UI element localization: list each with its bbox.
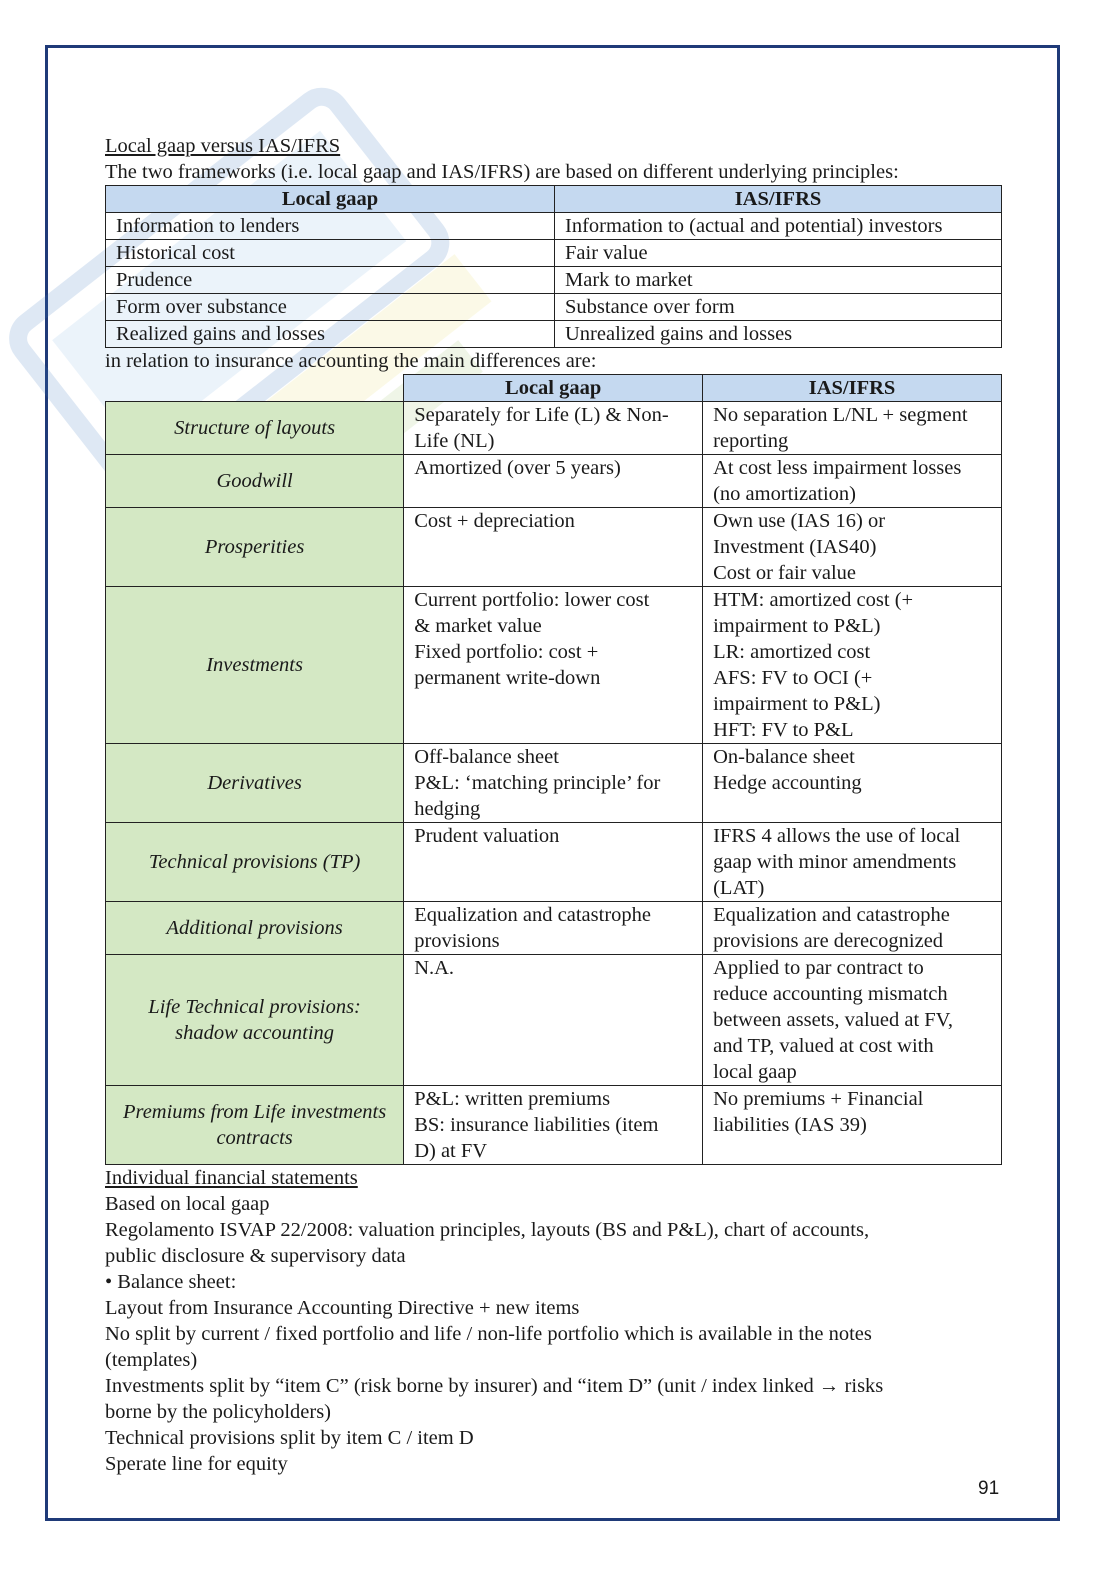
cell-ias-ifrs [703,744,1002,823]
cell-local-gaap [404,455,703,508]
row-label: Goodwill [106,455,404,508]
insurance-differences-table [105,374,1002,1165]
cell-line: On-balance sheet [713,746,855,768]
table-row [106,455,1002,508]
table-row [106,587,1002,744]
body-line: • Balance sheet: [105,1271,237,1293]
cell-line: HFT: FV to P&L [713,719,854,741]
cell-line: Prudent valuation [414,825,560,847]
cell-ias-ifrs [703,823,1002,902]
cell-line: Own use (IAS 16) or [713,510,886,532]
cell-line: (LAT) [713,877,765,899]
table-row [106,321,1002,348]
row-label: Additional provisions [106,902,404,955]
cell-line: hedging [414,798,481,820]
cell-line: liabilities (IAS 39) [713,1114,867,1136]
cell-local-gaap [404,587,703,744]
table-cell: Prudence [106,267,555,294]
table-row [106,823,1002,902]
cell-line: AFS: FV to OCI (+ [713,667,873,689]
table-row [106,267,1002,294]
cell-line: No separation L/NL + segment [713,404,968,426]
cell-line: N.A. [414,957,455,979]
cell-line: reduce accounting mismatch [713,983,948,1005]
table-header-row [106,186,1002,213]
body-line: Technical provisions split by item C / item D [105,1427,474,1449]
table-row [106,1086,1002,1165]
cell-line: & market value [414,615,542,637]
cell-line: D) at FV [414,1140,488,1162]
section-heading-comparison: Local gaap versus IAS/IFRS [105,135,341,157]
cell-line: impairment to P&L) [713,693,881,715]
cell-line: LR: amortized cost [713,641,871,663]
row-label: Life Technical provisions: shadow accounting [106,955,404,1086]
cell-ias-ifrs [703,455,1002,508]
cell-ias-ifrs [703,955,1002,1086]
table-cell: Unrealized gains and losses [555,321,1002,348]
cell-line: gaap with minor amendments [713,851,957,873]
row-label: Structure of layouts [106,402,404,455]
cell-local-gaap [404,744,703,823]
cell-line: permanent write-down [414,667,601,689]
row-label: Prosperities [106,508,404,587]
body-line: Regolamento ISVAP 22/2008: valuation principles, layouts (BS and P&L), chart of accounts, [105,1219,870,1241]
table-row [106,213,1002,240]
cell-line: Amortized (over 5 years) [414,457,621,479]
cell-line: provisions [414,930,500,952]
cell-line: Separately for Life (L) & Non- [414,404,669,426]
table-cell: Historical cost [106,240,555,267]
principles-table [105,185,1002,348]
body-line: Layout from Insurance Accounting Directive + new items [105,1297,580,1319]
row-label: Derivatives [106,744,404,823]
cell-line: reporting [713,430,789,452]
body-line: borne by the policyholders) [105,1401,332,1423]
cell-line: P&L: ‘matching principle’ for [414,772,661,794]
table-header-row [106,375,1002,402]
table-cell: Information to (actual and potential) investors [555,213,1002,240]
table-cell: Realized gains and losses [106,321,555,348]
cell-line: Cost + depreciation [414,510,575,532]
cell-line: between assets, valued at FV, [713,1009,953,1031]
table-body [106,402,1002,1165]
body-line: (templates) [105,1349,198,1371]
page-number: 91 [978,1478,1000,1499]
cell-local-gaap [404,955,703,1086]
cell-ias-ifrs [703,402,1002,455]
cell-line: P&L: written premiums [414,1088,611,1110]
cell-line: provisions are derecognized [713,930,944,952]
cell-line: Off-balance sheet [414,746,559,768]
cell-line: Applied to par contract to [713,957,924,979]
cell-ias-ifrs [703,587,1002,744]
row-label: Investments [106,587,404,744]
cell-line: Life (NL) [414,430,495,452]
body-line: Based on local gaap [105,1193,270,1215]
cell-line: At cost less impairment losses [713,457,962,479]
body-line: public disclosure & supervisory data [105,1245,406,1267]
table-cell: Form over substance [106,294,555,321]
body-line: No split by current / fixed portfolio and life / non-life portfolio which is available in the notes [105,1323,872,1345]
table-cell: Substance over form [555,294,1002,321]
table-row [106,294,1002,321]
cell-local-gaap [404,1086,703,1165]
table-cell: Fair value [555,240,1002,267]
header-local-gaap: Local gaap [106,186,555,213]
cell-line: Cost or fair value [713,562,856,584]
page-content [105,133,1005,1477]
cell-ias-ifrs [703,902,1002,955]
table-cell: Mark to market [555,267,1002,294]
cell-line: Hedge accounting [713,772,862,794]
cell-line: No premiums + Financial [713,1088,924,1110]
table-row [106,955,1002,1086]
table-row [106,508,1002,587]
cell-line: impairment to P&L) [713,615,881,637]
cell-line: HTM: amortized cost (+ [713,589,914,611]
cell-line: local gaap [713,1061,797,1083]
cell-ias-ifrs [703,508,1002,587]
intro-text: The two frameworks (i.e. local gaap and IAS/IFRS) are based on different underlying principles: [105,161,899,183]
cell-local-gaap [404,402,703,455]
table-row [106,744,1002,823]
cell-line: IFRS 4 allows the use of local [713,825,961,847]
table-cell: Information to lenders [106,213,555,240]
cell-line: Current portfolio: lower cost [414,589,650,611]
cell-ias-ifrs [703,1086,1002,1165]
table-row [106,240,1002,267]
cell-line: BS: insurance liabilities (item [414,1114,659,1136]
section-heading-individual-statements: Individual financial statements [105,1167,358,1189]
body-line: Investments split by “item C” (risk borne by insurer) and “item D” (unit / index linked → risks [105,1375,884,1397]
individual-statements-text [105,1191,1005,1477]
cell-line: (no amortization) [713,483,856,505]
row-label: Premiums from Life investments contracts [106,1086,404,1165]
header-blank [106,375,404,402]
cell-local-gaap [404,902,703,955]
insurance-intro-text: in relation to insurance accounting the main differences are: [105,350,597,372]
table-row [106,402,1002,455]
row-label: Technical provisions (TP) [106,823,404,902]
cell-line: Equalization and catastrophe [414,904,651,926]
table-row [106,902,1002,955]
header-local-gaap: Local gaap [404,375,703,402]
cell-line: Investment (IAS40) [713,536,877,558]
cell-line: and TP, valued at cost with [713,1035,934,1057]
cell-local-gaap [404,823,703,902]
header-ias-ifrs: IAS/IFRS [703,375,1002,402]
cell-local-gaap [404,508,703,587]
cell-line: Equalization and catastrophe [713,904,950,926]
cell-line: Fixed portfolio: cost + [414,641,599,663]
header-ias-ifrs: IAS/IFRS [555,186,1002,213]
body-line: Sperate line for equity [105,1453,288,1475]
